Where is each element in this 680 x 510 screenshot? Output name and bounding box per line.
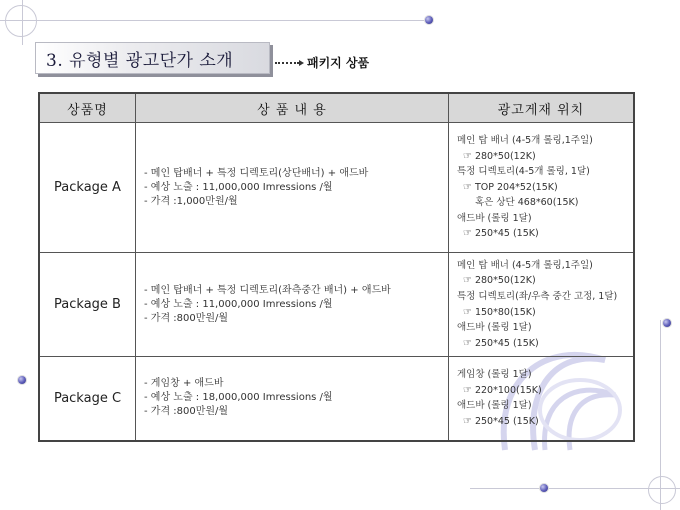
pointing-hand-icon: ☞ [463,228,472,240]
position-size-line [457,226,629,242]
corner-arc-icon [5,5,37,37]
package-content [136,357,449,441]
package-content [136,123,449,253]
table-row [39,357,634,441]
position-size-line [457,180,629,196]
content-line: - 가격 :1,000만원/월 [144,195,238,207]
column-header-position: 광고게재 위치 [449,93,635,123]
subtitle: 패키지 상품 [307,56,370,70]
page-title: 3. 유형별 광고단가 소개 [46,50,234,71]
decor-dot-icon [425,16,433,24]
subtitle-arrow [275,54,369,71]
position-size-alt: 혹은 상단 468*60(15K) [475,197,579,209]
decor-dot-icon [18,376,26,384]
position-size: 220*100(15K) [474,384,542,396]
content-line: - 예상 노출 : 11,000,000 Imressions /월 [144,298,333,310]
pointing-hand-icon: ☞ [463,384,472,396]
decor-dot-icon [663,319,671,327]
position-size-line [457,273,629,289]
section-title-box [35,42,270,74]
position-line: 애드바 (롤링 1달) [457,322,532,334]
dotted-arrow-line [275,62,299,64]
column-header-name: 상품명 [39,93,136,123]
position-line: 애드바 (롤링 1달) [457,400,532,412]
column-header-content: 상 품 내 용 [136,93,449,123]
content-line: - 메인 탑배너 + 특정 디렉토리(좌측중간 배너) + 애드바 [144,284,391,296]
pointing-hand-icon: ☞ [463,181,472,193]
position-size: 250*45 (15K) [474,228,539,240]
package-content [136,253,449,357]
package-position [449,253,635,357]
content-line: - 가격 :800만원/월 [144,312,229,324]
table-header-row [39,93,634,123]
table-row [39,123,634,253]
position-size: 280*50(12K) [474,150,536,162]
position-size: TOP 204*52(15K) [474,181,558,193]
position-line: 메인 탑 배너 (4-5개 롤링,1주일) [457,134,593,146]
pointing-hand-icon: ☞ [463,306,472,318]
position-line: 특정 디렉토리(좌/우측 중간 고정, 1달) [457,290,618,302]
position-size-line [457,414,629,430]
position-size: 250*45 (15K) [474,415,539,427]
content-line: - 예상 노출 : 18,000,000 Imressions /월 [144,392,333,404]
content-line: - 예상 노출 : 11,000,000 Imressions /월 [144,181,333,193]
position-line: 애드바 (롤링 1달) [457,212,532,224]
pointing-hand-icon: ☞ [463,415,472,427]
top-rule [0,20,430,21]
decor-dot-icon [540,484,548,492]
position-size-line [457,383,629,399]
arrow-right-icon [299,60,304,66]
position-line: 게임창 (롤링 1달) [457,369,532,381]
pointing-hand-icon: ☞ [463,150,472,162]
position-size-line [457,336,629,352]
position-size: 150*80(15K) [474,306,536,318]
content-line: - 가격 :800만원/월 [144,406,229,418]
package-name: Package C [39,357,136,441]
package-position [449,357,635,441]
package-name: Package B [39,253,136,357]
position-size-line [457,305,629,321]
position-size: 250*45 (15K) [474,337,539,349]
package-name: Package A [39,123,136,253]
package-table [38,92,635,442]
pointing-hand-icon: ☞ [463,275,472,287]
content-line: - 게임창 + 애드바 [144,378,224,390]
position-line: 특정 디렉토리(4-5개 롤링, 1달) [457,166,590,178]
pointing-hand-icon: ☞ [463,337,472,349]
content-line: - 메인 탑배너 + 특정 디렉토리(상단배너) + 애드바 [144,167,369,179]
position-size-line [457,149,629,165]
package-position [449,123,635,253]
position-line: 메인 탑 배너 (4-5개 롤링,1주일) [457,259,593,271]
corner-arc-icon [648,476,676,504]
table-row [39,253,634,357]
position-size: 280*50(12K) [474,275,536,287]
